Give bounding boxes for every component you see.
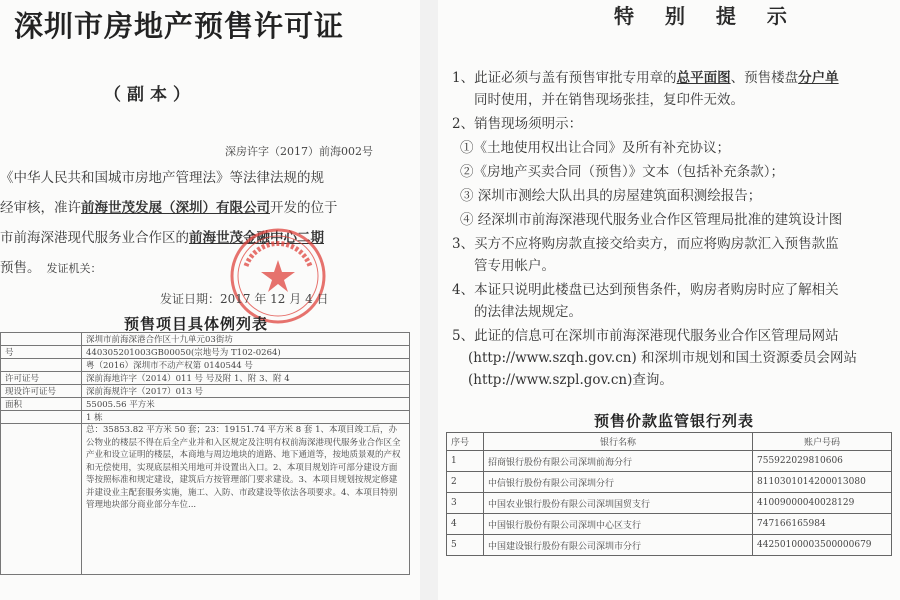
table-row: 许可证号 深前海地许字（2014）011 号 号及附 1、附 3、附 4	[1, 372, 410, 385]
table-row: 深圳市前海深港合作区十九单元03街坊	[1, 333, 410, 346]
body-line-4: 预售。 发证机关：	[0, 260, 102, 276]
notice-item-2c: ③ 深圳市测绘大队出具的房屋建筑面积测绘报告；	[460, 188, 762, 204]
notice-item-2: 2、销售现场须明示：	[452, 116, 583, 132]
notice-item-3: 3、买方不应将购房款直接交给卖方，而应将购房款汇入预售款监	[452, 236, 839, 252]
notice-item-5-cont2: (http://www.szpl.gov.cn)查询。	[468, 372, 673, 388]
table-row: 4 中国银行股份有限公司深圳中心区支行 747166165984	[447, 514, 892, 535]
notice-item-2b: ②《房地产买卖合同（预售）》文本（包括补充条款）；	[460, 164, 784, 180]
table-row: 面积 55005.56 平方米	[1, 398, 410, 411]
body-line-1: 《中华人民共和国城市房地产管理法》等法律法规的规	[0, 170, 324, 186]
table-row: 1 栋	[1, 411, 410, 424]
official-seal	[228, 226, 328, 326]
permit-page	[0, 0, 420, 600]
copy-label: （副本）	[104, 85, 196, 105]
page-gutter	[420, 0, 438, 600]
notice-item-4-cont: 的法律法规规定。	[474, 304, 582, 320]
project-name: 前海世茂金融中心二期	[189, 230, 324, 246]
notice-item-2d: ④ 经深圳市前海深港现代服务业合作区管理局批准的建筑设计图	[460, 212, 843, 228]
notes-cell: 总：35853.82 平方米 50 套；23：19151.74 平方米 8 套 1、本项目竣工后，办公物业的楼层不得在后全产业并和入区规定及注明有权前海深港现代服务业合作区全产业和设立证明的楼层，本商地与周边地块的道路、地下通道等，按地质景观的产权和无偿使用，实现底层相关用地可并设置出入口。2、本项目规划许可部分建设方面等按照标准和规定建设，建筑后方按管理部门要求建设。3、本项目规划按规定修建并建设业主配套服务实施，施工、入防、市政建设等依法各项要求。4、本项目特别管理地块部分商业部分车位...	[82, 424, 410, 575]
notice-item-2a: ①《土地使用权出让合同》及所有补充协议；	[460, 140, 730, 156]
table-row: 粤（2016）深圳市不动产权第 0140544 号	[1, 359, 410, 372]
developer-name: 前海世茂发展（深圳）有限公司	[81, 200, 270, 216]
table-row: 现设许可证号 深前海规许字（2017）013 号	[1, 385, 410, 398]
permit-title: 深圳市房地产预售许可证	[14, 9, 345, 43]
table-row: 3 中国农业银行股份有限公司深圳国贸支行 41009000040028129	[447, 493, 892, 514]
issue-date: 发证日期：2017 年 12 月 4 日	[160, 292, 329, 306]
notice-item-1: 1、此证必须与盖有预售审批专用章的总平面图、预售楼盘分户单	[452, 70, 839, 86]
body-line-2: 经审核，准许前海世茂发展（深圳）有限公司开发的位于	[0, 200, 338, 216]
table-row: 2 中信银行股份有限公司深圳分行 8110301014200013080	[447, 472, 892, 493]
bank-table-title: 预售价款监管银行列表	[594, 412, 755, 430]
table-row: 号 440305201003GB00050(宗地号为 T102-0264)	[1, 346, 410, 359]
notice-page	[438, 0, 900, 600]
table-header-row: 序号 银行名称 账户号码	[447, 433, 892, 451]
bank-table	[446, 432, 892, 556]
table-row: 5 中国建设银行股份有限公司深圳市分行 44250100003500000679	[447, 535, 892, 556]
table-row: 1 招商银行股份有限公司深圳前海分行 755922029810606	[447, 451, 892, 472]
table-row	[1, 424, 410, 575]
body-line-3: 市前海深港现代服务业合作区的前海世茂金融中心二期	[0, 230, 324, 246]
project-table	[0, 332, 410, 575]
notice-item-4: 4、本证只说明此楼盘已达到预售条件，购房者购房时应了解相关	[452, 282, 839, 298]
permit-number: 深房许字（2017）前海002号	[225, 145, 373, 158]
notice-item-3-cont: 管专用帐户。	[474, 258, 555, 274]
notice-item-1-cont: 同时使用，并在销售现场张挂，复印件无效。	[474, 92, 744, 108]
project-table-title: 预售项目具体例列表	[124, 315, 269, 333]
notice-item-5: 5、此证的信息可在深圳市前海深港现代服务业合作区管理局网站	[452, 328, 839, 344]
notice-item-5-cont: (http://www.szqh.gov.cn) 和深圳市规划和国土资源委员会网站	[468, 350, 858, 366]
notice-heading: 特 别 提 示	[614, 4, 799, 28]
